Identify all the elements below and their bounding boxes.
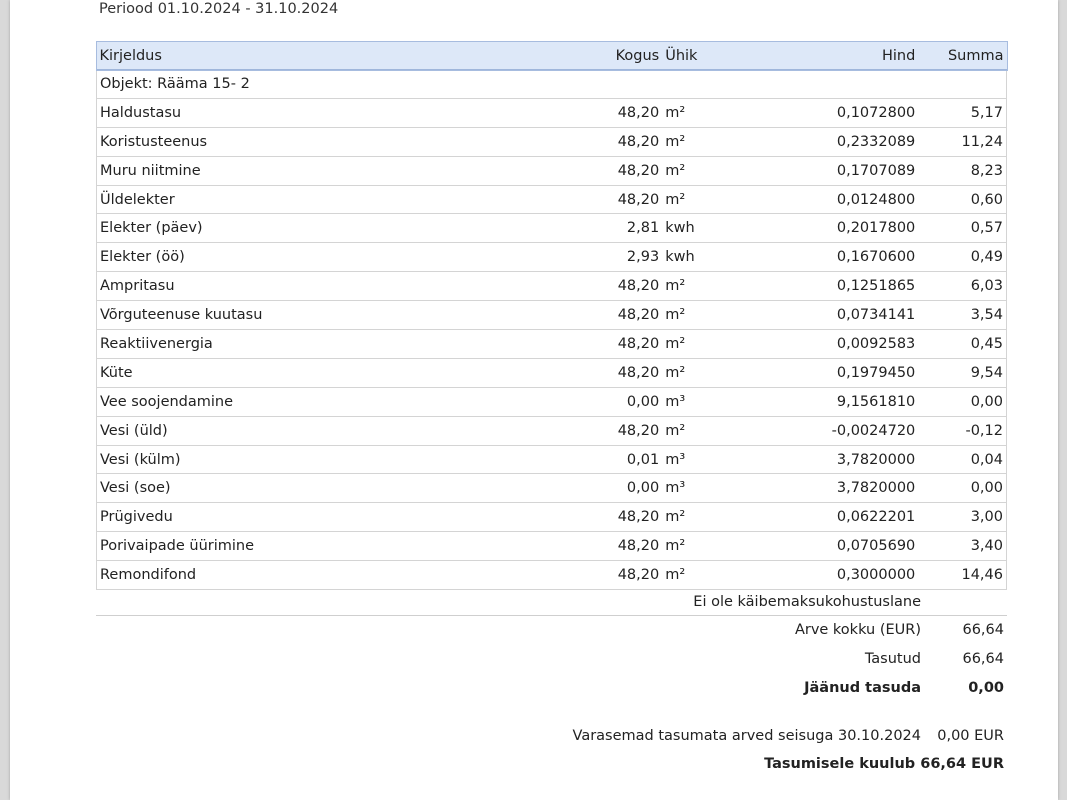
paid-row — [96, 645, 1007, 674]
table-row — [97, 387, 1007, 416]
table-row — [97, 561, 1007, 590]
object-label: Objekt: Rääma 15- 2 — [97, 70, 1007, 99]
table-row — [97, 416, 1007, 445]
cell-quantity: 48,20 — [432, 503, 662, 532]
cell-unit: m² — [662, 503, 756, 532]
amount-due: Tasumisele kuulub 66,64 EUR — [764, 756, 1004, 772]
period-label: Periood 01.10.2024 - 31.10.2024 — [99, 1, 339, 17]
cell-description: Remondifond — [97, 561, 433, 590]
cell-price: 0,0124800 — [757, 185, 919, 214]
header-description: Kirjeldus — [97, 42, 433, 70]
cell-price: 0,1670600 — [757, 243, 919, 272]
cell-price: -0,0024720 — [757, 416, 919, 445]
remaining-label: Jäänud tasuda — [804, 680, 921, 696]
cell-price: 0,0622201 — [757, 503, 919, 532]
cell-unit: m² — [662, 272, 756, 301]
vat-note: Ei ole käibemaksukohustuslane — [96, 589, 1007, 616]
invoice-page — [10, 0, 1058, 800]
cell-quantity: 0,01 — [432, 445, 662, 474]
table-row — [97, 185, 1007, 214]
table-row — [97, 243, 1007, 272]
cell-description: Vee soojendamine — [97, 387, 433, 416]
table-row — [97, 445, 1007, 474]
cell-price: 0,2017800 — [757, 214, 919, 243]
cell-price: 9,1561810 — [757, 387, 919, 416]
previous-unpaid-row — [96, 722, 1007, 750]
table-row — [97, 503, 1007, 532]
cell-unit: m³ — [662, 474, 756, 503]
cell-unit: m² — [662, 561, 756, 590]
cell-unit: m² — [662, 127, 756, 156]
cell-unit: m² — [662, 532, 756, 561]
cell-price: 0,1072800 — [757, 98, 919, 127]
cell-quantity: 48,20 — [432, 185, 662, 214]
paid-value: 66,64 — [962, 651, 1004, 667]
cell-sum: 6,03 — [918, 272, 1006, 301]
cell-sum: 0,45 — [918, 330, 1006, 359]
cell-unit: m² — [662, 156, 756, 185]
table-row — [97, 272, 1007, 301]
cell-price: 0,0092583 — [757, 330, 919, 359]
cell-sum: 3,00 — [918, 503, 1006, 532]
cell-description: Vesi (külm) — [97, 445, 433, 474]
cell-price: 0,0705690 — [757, 532, 919, 561]
cell-sum: 0,00 — [918, 474, 1006, 503]
cell-sum: 8,23 — [918, 156, 1006, 185]
table-row — [97, 301, 1007, 330]
table-row — [97, 214, 1007, 243]
cell-description: Küte — [97, 358, 433, 387]
cell-price: 0,1979450 — [757, 358, 919, 387]
cell-description: Muru niitmine — [97, 156, 433, 185]
cell-description: Vesi (soe) — [97, 474, 433, 503]
table-row — [97, 474, 1007, 503]
paid-label: Tasutud — [864, 651, 921, 667]
cell-unit: kwh — [662, 214, 756, 243]
header-unit: Ühik — [662, 42, 756, 70]
cell-price: 0,1251865 — [757, 272, 919, 301]
cell-sum: 5,17 — [918, 98, 1006, 127]
cell-description: Üldelekter — [97, 185, 433, 214]
cell-quantity: 0,00 — [432, 474, 662, 503]
cell-quantity: 48,20 — [432, 272, 662, 301]
cell-quantity: 48,20 — [432, 416, 662, 445]
remaining-row — [96, 674, 1007, 703]
cell-sum: 0,60 — [918, 185, 1006, 214]
cell-description: Prügivedu — [97, 503, 433, 532]
cell-unit: kwh — [662, 243, 756, 272]
cell-quantity: 48,20 — [432, 156, 662, 185]
header-sum: Summa — [918, 42, 1006, 70]
cell-description: Reaktiivenergia — [97, 330, 433, 359]
cell-sum: 3,40 — [918, 532, 1006, 561]
table-row — [97, 156, 1007, 185]
cell-description: Võrguteenuse kuutasu — [97, 301, 433, 330]
cell-quantity: 48,20 — [432, 330, 662, 359]
cell-unit: m³ — [662, 387, 756, 416]
cell-quantity: 48,20 — [432, 98, 662, 127]
cell-sum: 11,24 — [918, 127, 1006, 156]
cell-quantity: 48,20 — [432, 561, 662, 590]
cell-unit: m² — [662, 98, 756, 127]
object-row — [97, 70, 1007, 99]
table-row — [97, 98, 1007, 127]
cell-sum: -0,12 — [918, 416, 1006, 445]
cell-quantity: 2,81 — [432, 214, 662, 243]
previous-unpaid-value: 0,00 EUR — [937, 728, 1004, 744]
cell-sum: 0,57 — [918, 214, 1006, 243]
table-row — [97, 358, 1007, 387]
cell-description: Haldustasu — [97, 98, 433, 127]
cell-description: Koristusteenus — [97, 127, 433, 156]
cell-description: Porivaipade üürimine — [97, 532, 433, 561]
cell-sum: 9,54 — [918, 358, 1006, 387]
cell-price: 0,1707089 — [757, 156, 919, 185]
table-row — [97, 532, 1007, 561]
cell-sum: 14,46 — [918, 561, 1006, 590]
cell-price: 0,0734141 — [757, 301, 919, 330]
cell-quantity: 0,00 — [432, 387, 662, 416]
table-row — [97, 127, 1007, 156]
invoice-summary — [96, 589, 1007, 703]
cell-unit: m³ — [662, 445, 756, 474]
invoice-table — [96, 41, 1007, 590]
cell-price: 0,3000000 — [757, 561, 919, 590]
cell-quantity: 48,20 — [432, 301, 662, 330]
cell-quantity: 48,20 — [432, 532, 662, 561]
cell-unit: m² — [662, 330, 756, 359]
cell-unit: m² — [662, 301, 756, 330]
cell-quantity: 2,93 — [432, 243, 662, 272]
cell-quantity: 48,20 — [432, 358, 662, 387]
cell-description: Ampritasu — [97, 272, 433, 301]
table-header-row — [97, 42, 1007, 70]
cell-unit: m² — [662, 185, 756, 214]
total-row — [96, 616, 1007, 645]
cell-price: 0,2332089 — [757, 127, 919, 156]
total-value: 66,64 — [962, 622, 1004, 638]
cell-sum: 3,54 — [918, 301, 1006, 330]
cell-sum: 0,04 — [918, 445, 1006, 474]
cell-description: Vesi (üld) — [97, 416, 433, 445]
cell-description: Elekter (öö) — [97, 243, 433, 272]
total-label: Arve kokku (EUR) — [794, 622, 921, 638]
table-row — [97, 330, 1007, 359]
remaining-value: 0,00 — [968, 680, 1004, 696]
cell-unit: m² — [662, 416, 756, 445]
cell-sum: 0,00 — [918, 387, 1006, 416]
previous-unpaid-label: Varasemad tasumata arved seisuga 30.10.2024 — [572, 728, 921, 744]
cell-description: Elekter (päev) — [97, 214, 433, 243]
cell-quantity: 48,20 — [432, 127, 662, 156]
cell-unit: m² — [662, 358, 756, 387]
cell-price: 3,7820000 — [757, 445, 919, 474]
header-quantity: Kogus — [432, 42, 662, 70]
cell-price: 3,7820000 — [757, 474, 919, 503]
cell-sum: 0,49 — [918, 243, 1006, 272]
header-price: Hind — [757, 42, 919, 70]
